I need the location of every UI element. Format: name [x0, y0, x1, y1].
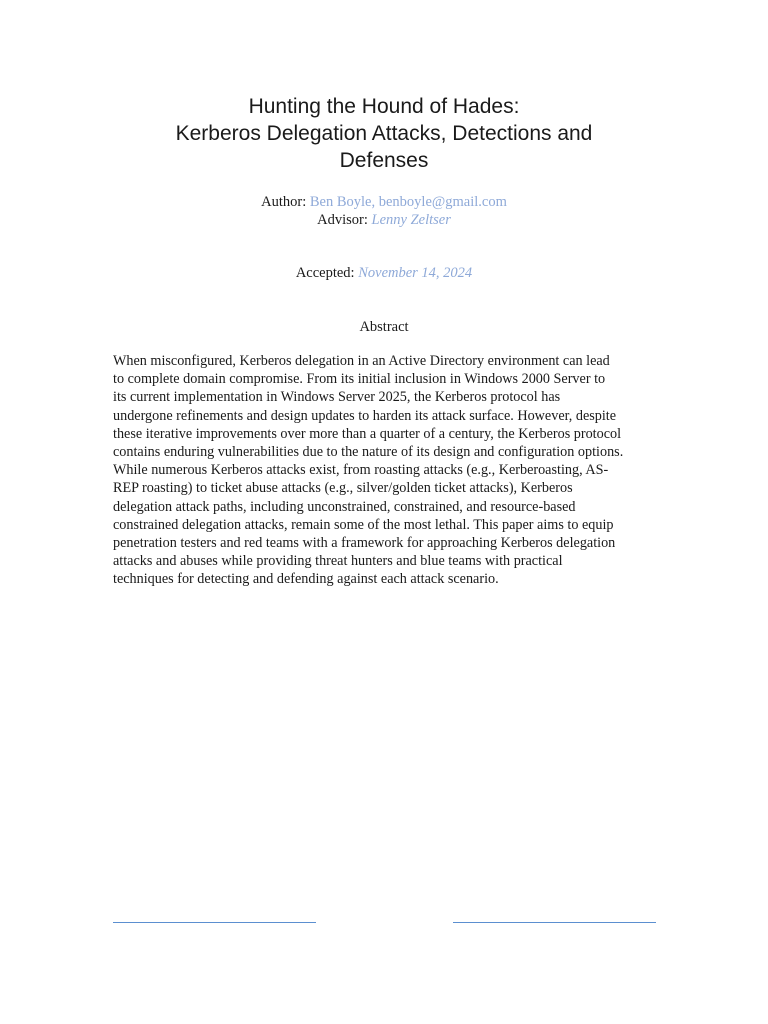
abstract-heading: Abstract [359, 319, 409, 335]
abstract-line: delegation attack paths, including unconstrained, constrained, and resource-based [113, 498, 576, 515]
title-line: Hunting the Hound of Hades: [248, 95, 520, 118]
abstract-line: its current implementation in Windows Server 2025, the Kerberos protocol has [113, 389, 561, 406]
advisor-link[interactable]: Lenny Zeltser [371, 212, 451, 228]
abstract-line: to complete domain compromise. From its initial inclusion in Windows 2000 Server to [113, 371, 606, 388]
abstract-line: techniques for detecting and defending against each attack scenario. [113, 571, 499, 588]
abstract-line: undergone refinements and design updates to harden its attack surface. However, despite [113, 407, 617, 424]
accepted-line [0, 264, 768, 283]
abstract-body [113, 352, 658, 589]
abstract-line: contains enduring vulnerabilities due to the nature of its design and configuration options. [113, 444, 624, 461]
abstract-line: constrained delegation attacks, remain some of the most lethal. This paper aims to equip [113, 516, 614, 533]
abstract-line: REP roasting) to ticket abuse attacks (e.g., silver/golden ticket attacks), Kerberos [113, 480, 573, 497]
paper-title [0, 93, 768, 174]
accepted-label: Accepted: [295, 265, 359, 281]
abstract-line: penetration testers and red teams with a framework for approaching Kerberos delegation [113, 535, 616, 552]
advisor-line [0, 211, 768, 230]
accepted-date: November 14, 2024 [358, 265, 473, 281]
signature-line-left [113, 922, 316, 923]
abstract-line: attacks and abuses while providing threat hunters and blue teams with practical [113, 553, 563, 570]
abstract-line: these iterative improvements over more than a quarter of a century, the Kerberos protocol [113, 425, 622, 442]
signature-line-right [453, 922, 656, 923]
advisor-label: Advisor: [317, 212, 372, 228]
title-line: Kerberos Delegation Attacks, Detections and [175, 122, 593, 145]
title-line: Defenses [339, 149, 429, 172]
author-link[interactable]: Ben Boyle, benboyle@gmail.com [309, 194, 507, 210]
abstract-line: When misconfigured, Kerberos delegation in an Active Directory environment can lead [113, 353, 610, 369]
author-label: Author: [261, 194, 310, 210]
abstract-line: While numerous Kerberos attacks exist, from roasting attacks (e.g., Kerberoasting, AS- [113, 462, 609, 479]
author-line [0, 193, 768, 212]
